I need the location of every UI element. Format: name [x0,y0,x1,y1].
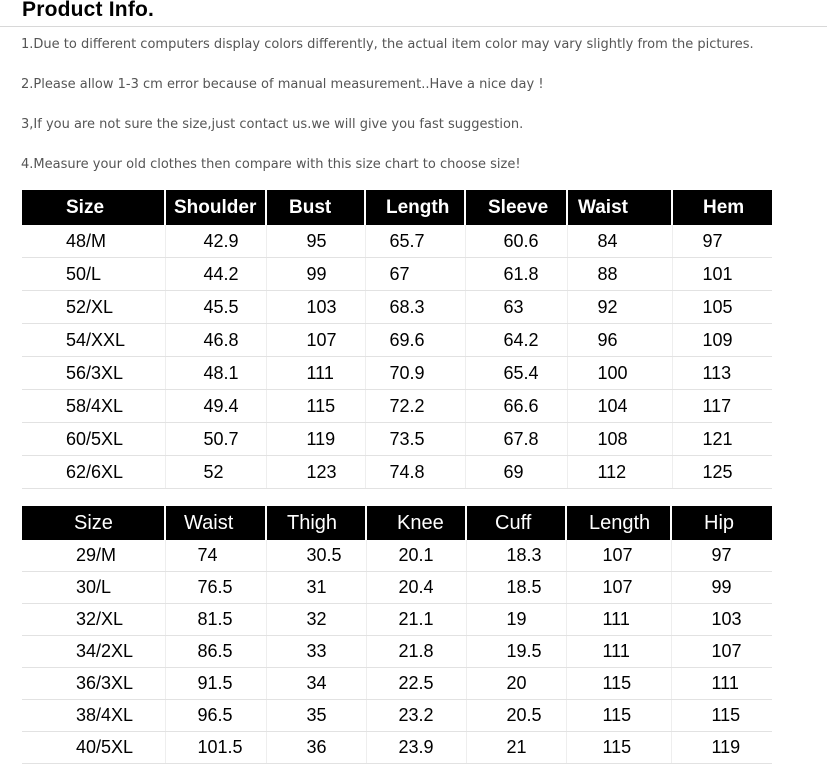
bottom-chart-header-knee: Knee [366,506,466,540]
bottom-chart-header-cuff: Cuff [466,506,566,540]
note-compare-clothes: 4.Measure your old clothes then compare with this size chart to choose size! [21,157,521,172]
table-cell: 50.7 [165,423,266,456]
table-cell: 109 [672,324,772,357]
table-row [22,604,772,636]
table-cell: 86.5 [165,636,266,668]
top-chart-header-sleeve: Sleeve [465,190,567,225]
table-cell: 19 [466,604,566,636]
table-cell: 117 [672,390,772,423]
top-chart-header-length: Length [365,190,465,225]
table-cell: 54/XXL [22,324,165,357]
table-cell: 18.5 [466,572,566,604]
table-cell: 115 [566,668,671,700]
table-cell: 48.1 [165,357,266,390]
table-row [22,390,772,423]
bottom-size-chart [22,506,772,764]
table-row [22,357,772,390]
table-cell: 23.2 [366,700,466,732]
table-cell: 74.8 [365,456,465,489]
table-cell: 97 [671,540,772,572]
top-chart-header-bust: Bust [266,190,365,225]
table-cell: 115 [566,700,671,732]
table-cell: 67 [365,258,465,291]
table-cell: 96.5 [165,700,266,732]
table-cell: 121 [672,423,772,456]
table-cell: 66.6 [465,390,567,423]
table-row [22,732,772,764]
table-cell: 34/2XL [22,636,165,668]
table-cell: 113 [672,357,772,390]
table-cell: 68.3 [365,291,465,324]
table-cell: 99 [671,572,772,604]
table-cell: 99 [266,258,365,291]
table-cell: 36 [266,732,366,764]
bottom-chart-header-hip: Hip [671,506,772,540]
table-cell: 33 [266,636,366,668]
bottom-chart-header-waist: Waist [165,506,266,540]
table-cell: 111 [566,604,671,636]
table-cell: 103 [671,604,772,636]
table-cell: 19.5 [466,636,566,668]
table-cell: 34 [266,668,366,700]
table-cell: 111 [266,357,365,390]
table-cell: 56/3XL [22,357,165,390]
table-row [22,540,772,572]
table-cell: 101.5 [165,732,266,764]
table-cell: 22.5 [366,668,466,700]
table-cell: 60/5XL [22,423,165,456]
note-color-variance: 1.Due to different computers display colors differently, the actual item color may vary slightly from the pictures. [21,37,754,52]
table-cell: 115 [671,700,772,732]
table-cell: 48/M [22,225,165,258]
table-cell: 91.5 [165,668,266,700]
table-cell: 31 [266,572,366,604]
table-cell: 62/6XL [22,456,165,489]
table-cell: 29/M [22,540,165,572]
table-cell: 58/4XL [22,390,165,423]
table-cell: 61.8 [465,258,567,291]
table-cell: 107 [566,540,671,572]
table-cell: 52/XL [22,291,165,324]
table-cell: 35 [266,700,366,732]
bottom-chart-header-thigh: Thigh [266,506,366,540]
table-cell: 36/3XL [22,668,165,700]
table-cell: 95 [266,225,365,258]
bottom-chart-header-length: Length [566,506,671,540]
page-title: Product Info. [22,0,155,21]
table-row [22,456,772,489]
table-row [22,636,772,668]
table-cell: 38/4XL [22,700,165,732]
table-cell: 103 [266,291,365,324]
table-cell: 119 [671,732,772,764]
table-row [22,700,772,732]
table-row [22,668,772,700]
table-cell: 123 [266,456,365,489]
table-cell: 30/L [22,572,165,604]
table-cell: 67.8 [465,423,567,456]
table-cell: 21.8 [366,636,466,668]
table-cell: 20.1 [366,540,466,572]
table-row [22,225,772,258]
table-cell: 30.5 [266,540,366,572]
table-cell: 32/XL [22,604,165,636]
table-cell: 49.4 [165,390,266,423]
table-cell: 23.9 [366,732,466,764]
top-chart-header-size: Size [22,190,165,225]
table-row [22,258,772,291]
table-cell: 18.3 [466,540,566,572]
table-cell: 45.5 [165,291,266,324]
table-cell: 21 [466,732,566,764]
bottom-chart-header-size: Size [22,506,165,540]
table-cell: 46.8 [165,324,266,357]
table-cell: 96 [567,324,672,357]
table-cell: 20 [466,668,566,700]
title-divider [0,26,827,27]
table-cell: 111 [671,668,772,700]
table-cell: 108 [567,423,672,456]
table-cell: 73.5 [365,423,465,456]
table-cell: 97 [672,225,772,258]
table-row [22,291,772,324]
table-cell: 32 [266,604,366,636]
table-cell: 107 [266,324,365,357]
table-cell: 125 [672,456,772,489]
table-cell: 107 [566,572,671,604]
table-cell: 72.2 [365,390,465,423]
table-row [22,324,772,357]
table-row [22,423,772,456]
table-cell: 50/L [22,258,165,291]
table-cell: 112 [567,456,672,489]
table-cell: 105 [672,291,772,324]
table-cell: 40/5XL [22,732,165,764]
table-cell: 69.6 [365,324,465,357]
table-cell: 84 [567,225,672,258]
table-cell: 104 [567,390,672,423]
table-cell: 20.5 [466,700,566,732]
table-cell: 70.9 [365,357,465,390]
table-cell: 69 [465,456,567,489]
table-cell: 44.2 [165,258,266,291]
note-measurement-error: 2.Please allow 1-3 cm error because of manual measurement..Have a nice day ! [21,77,544,92]
table-cell: 115 [566,732,671,764]
table-cell: 92 [567,291,672,324]
note-contact-us: 3,If you are not sure the size,just contact us.we will give you fast suggestion. [21,117,524,132]
table-cell: 65.7 [365,225,465,258]
table-cell: 64.2 [465,324,567,357]
table-cell: 119 [266,423,365,456]
table-row [22,572,772,604]
table-cell: 63 [465,291,567,324]
table-cell: 76.5 [165,572,266,604]
table-cell: 100 [567,357,672,390]
top-chart-header-hem: Hem [672,190,772,225]
table-cell: 21.1 [366,604,466,636]
table-cell: 107 [671,636,772,668]
table-cell: 20.4 [366,572,466,604]
top-size-chart [22,190,772,489]
table-cell: 65.4 [465,357,567,390]
table-cell: 115 [266,390,365,423]
table-cell: 60.6 [465,225,567,258]
table-cell: 88 [567,258,672,291]
table-cell: 111 [566,636,671,668]
table-cell: 42.9 [165,225,266,258]
table-cell: 81.5 [165,604,266,636]
top-chart-header-shoulder: Shoulder [165,190,266,225]
table-cell: 74 [165,540,266,572]
top-chart-header-waist: Waist [567,190,672,225]
table-cell: 52 [165,456,266,489]
table-cell: 101 [672,258,772,291]
